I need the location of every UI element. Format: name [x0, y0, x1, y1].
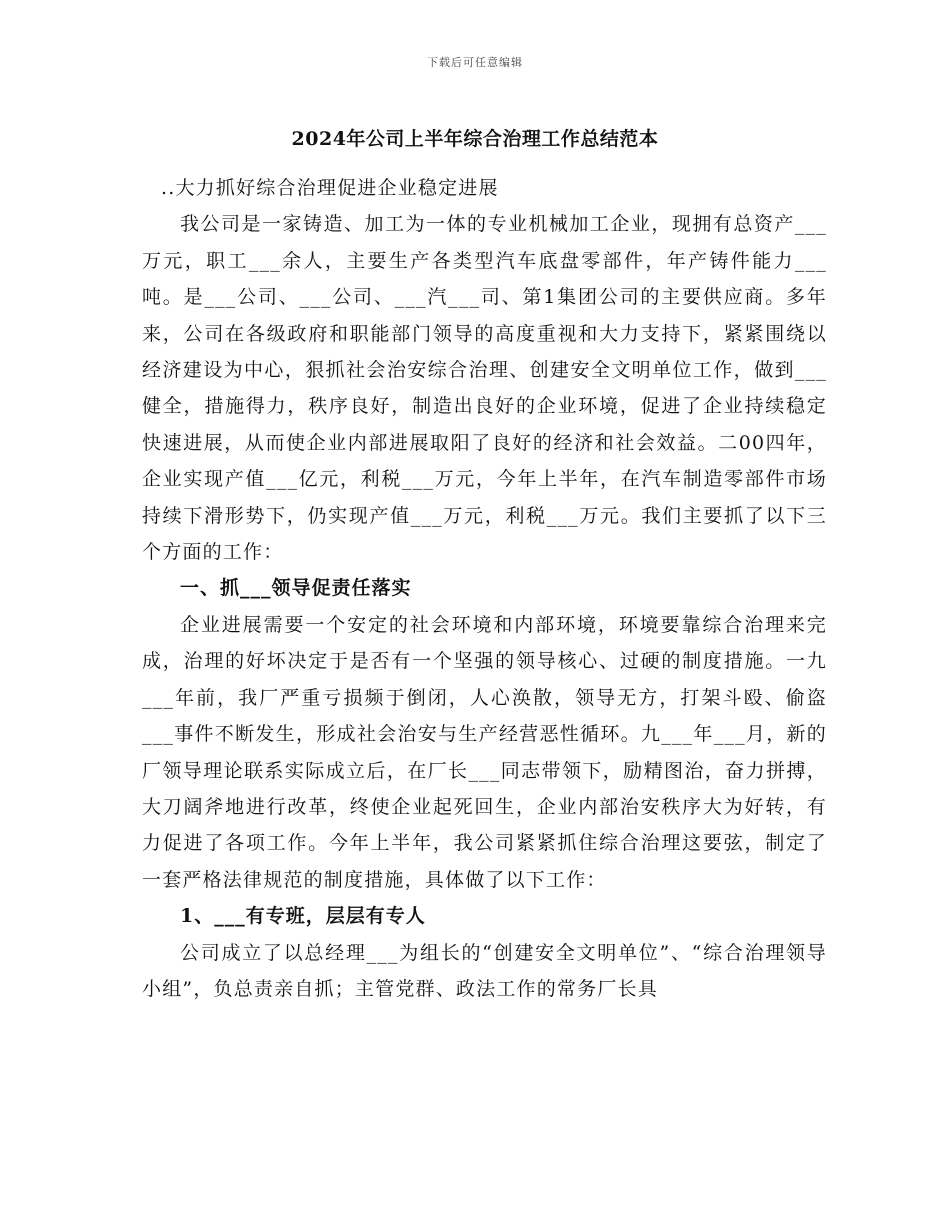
document-body	[142, 170, 827, 1007]
document-title: 2024年公司上半年综合治理工作总结范本	[291, 128, 659, 150]
subsection-heading-1-1: 1、___有专班，层层有专人	[180, 905, 426, 928]
section-heading-1: 一、抓___领导促责任落实	[180, 577, 412, 600]
document-subtitle: ..大力抓好综合治理促进企业稳定进展	[161, 177, 499, 199]
page-header-note: 下载后可任意编辑	[427, 56, 523, 69]
body-paragraph-section-1: 企业进展需要一个安定的社会环境和内部环境，环境要靠综合治理来完成，治理的好坏决定于是否有一个坚强的领导核心、过硬的制度措施。一九___年前，我厂严重亏损频于倒闭，人心涣散，领导无方，打架斗殴、偷盗___事件不断发生，形成社会治安与生产经营恶性循环。九___年___月，新的厂领导理论联系实际成立后，在厂长___同志带领下，励精图治，奋力拼搏，大刀阔斧地进行改革，终使企业起死回生，企业内部治安秩序大为好转，有力促进了各项工作。今年上半年，我公司紧紧抓住综合治理这要弦，制定了一套严格法律规范的制度措施，具体做了以下工作：	[142, 613, 827, 891]
body-paragraph-intro: 我公司是一家铸造、加工为一体的专业机械加工企业，现拥有总资产___万元，职工___余人，主要生产各类型汽车底盘零部件，年产铸件能力___吨。是___公司、___公司、___汽___司、第1集团公司的主要供应商。多年来，公司在各级政府和职能部门领导的高度重视和大力支持下，紧紧围绕以经济建设为中心，狠抓社会治安综合治理、创建安全文明单位工作，做到___健全，措施得力，秩序良好，制造出良好的企业环境，促进了企业持续稳定快速进展，从而使企业内部进展取阳了良好的经济和社会效益。二00四年，企业实现产值___亿元，利税___万元，今年上半年，在汽车制造零部件市场持续下滑形势下，仍实现产值___万元，利税___万元。我们主要抓了以下三个方面的工作：	[142, 213, 827, 564]
body-paragraph-subsection-1-1: 公司成立了以总经理___为组长的“创建安全文明单位”、“综合治理领导小组”，负总责亲自抓；主管党群、政法工作的常务厂长具	[142, 941, 827, 1000]
